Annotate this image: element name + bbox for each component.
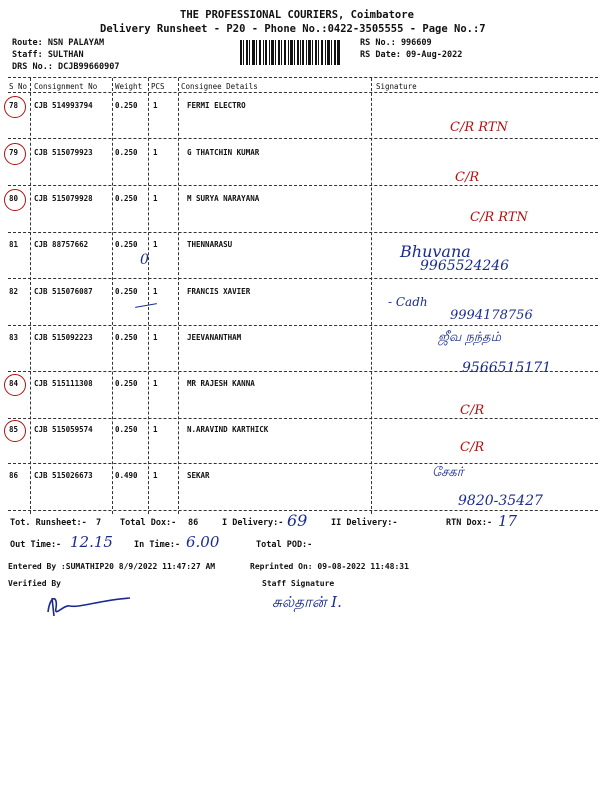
row-rule	[8, 278, 598, 279]
row-consignment: CJB 515111308	[34, 379, 93, 388]
row-pcs: 1	[153, 148, 158, 157]
col-separator	[30, 78, 31, 514]
row-consignment: CJB 515076087	[34, 287, 93, 296]
route: Route: NSN PALAYAM	[12, 38, 105, 48]
row-pcs: 1	[153, 240, 158, 249]
row-weight: 0.250	[115, 379, 138, 388]
reprinted-on: Reprinted On: 09-08-2022 11:48:31	[250, 562, 409, 571]
rs-number: RS No.: 996609	[360, 38, 432, 48]
row-consignment: CJB 515079923	[34, 148, 93, 157]
row-sno: 84	[9, 379, 19, 388]
doc-subtitle: Delivery Runsheet - P20 - Phone No.:0422-3505555 - Page No.:7	[100, 23, 486, 35]
row-consignment: CJB 515026673	[34, 471, 93, 480]
row-sno: 85	[9, 425, 19, 434]
row-consignee: MR RAJESH KANNA	[187, 379, 255, 388]
row-pcs: 1	[153, 425, 158, 434]
red-circle-mark	[4, 420, 26, 442]
row-pcs: 1	[153, 101, 158, 110]
row-consignee: M SURYA NARAYANA	[187, 194, 260, 203]
row-sno: 82	[9, 287, 19, 296]
col-sno-header: S No	[9, 82, 28, 91]
header-bottom-rule	[8, 92, 598, 93]
col-signature-header: Signature	[376, 82, 417, 91]
row-weight: 0.250	[115, 333, 138, 342]
row-rule	[8, 232, 598, 233]
out-time-label: Out Time:-	[10, 540, 62, 550]
row-consignment: CJB 515059574	[34, 425, 93, 434]
rtn-dox-handwritten: 17	[498, 512, 518, 530]
handwritten-phone: 9994178756	[450, 308, 533, 323]
col-separator	[178, 78, 179, 514]
rs-date: RS Date: 09-Aug-2022	[360, 50, 463, 60]
row-weight: 0.250	[115, 194, 138, 203]
entered-by: Entered By :SUMATHIP20 8/9/2022 11:47:27 AM	[8, 562, 216, 571]
handwritten-mark: C/R RTN	[450, 120, 508, 135]
handwritten-mark: C/R	[460, 440, 485, 455]
row-sno: 83	[9, 333, 19, 342]
row-consignee: FERMI ELECTRO	[187, 101, 246, 110]
row-rule	[8, 325, 598, 326]
total-pod-label: Total POD:-	[256, 540, 313, 550]
in-time-handwritten: 6.00	[186, 533, 220, 551]
red-circle-mark	[4, 374, 26, 396]
red-circle-mark	[4, 189, 26, 211]
handwritten-phone: 9820-35427	[458, 493, 543, 509]
i-delivery-label: I Delivery:-	[222, 518, 284, 528]
in-time-label: In Time:-	[134, 540, 181, 550]
handwritten-signature: ஜீவ நந்தம்	[438, 330, 502, 345]
handwritten-signature: Bhuvana	[400, 242, 471, 261]
row-consignee: N.ARAVIND KARTHICK	[187, 425, 269, 434]
row-pcs: 1	[153, 379, 158, 388]
handwritten-phone: 9965524246	[420, 258, 510, 274]
row-sno: 79	[9, 148, 19, 157]
row-weight: 0.250	[115, 101, 138, 110]
red-circle-mark	[4, 143, 26, 165]
row-consignment: CJB 88757662	[34, 240, 89, 249]
row-weight: 0.250	[115, 240, 138, 249]
row-consignment: CJB 514993794	[34, 101, 93, 110]
col-consignment-header: Consignment No	[34, 82, 98, 91]
row-rule	[8, 185, 598, 186]
tot-runsheet-value: 7	[96, 518, 102, 528]
handwritten-mark: C/R RTN	[470, 210, 528, 225]
row-sno: 78	[9, 101, 19, 110]
row-rule	[8, 138, 598, 139]
row-weight: 0.250	[115, 148, 138, 157]
handwritten-signature: - Cadh	[388, 295, 428, 309]
header-top-rule	[8, 77, 598, 78]
staff: Staff: SULTHAN	[12, 50, 84, 60]
handwritten-mark: 0	[140, 252, 149, 268]
handwritten-mark: C/R	[455, 170, 480, 185]
row-pcs: 1	[153, 471, 158, 480]
col-weight-header: Weight	[115, 82, 143, 91]
col-consignee-header: Consignee Details	[181, 82, 258, 91]
tot-runsheet-label: Tot. Runsheet:-	[10, 518, 87, 528]
handwritten-dash	[135, 303, 157, 308]
drs-number: DRS No.: DCJB99660907	[12, 62, 120, 72]
row-weight: 0.490	[115, 471, 138, 480]
handwritten-signature: சேகர்	[432, 465, 464, 480]
handwritten-mark: C/R	[460, 403, 485, 418]
col-separator	[148, 78, 149, 514]
row-pcs: 1	[153, 333, 158, 342]
total-dox-value: 86	[188, 518, 199, 528]
row-consignee: THENNARASU	[187, 240, 233, 249]
col-separator	[112, 78, 113, 514]
verified-by-label: Verified By	[8, 579, 61, 588]
ii-delivery-label: II Delivery:-	[331, 518, 398, 528]
staff-signature-handwritten: சுல்தான் I.	[272, 593, 342, 611]
row-sno: 80	[9, 194, 19, 203]
staff-signature-label: Staff Signature	[262, 579, 335, 588]
rtn-dox-label: RTN Dox:-	[446, 518, 493, 528]
red-circle-mark	[4, 96, 26, 118]
total-dox-label: Total Dox:-	[120, 518, 177, 528]
row-consignee: FRANCIS XAVIER	[187, 287, 251, 296]
row-consignment: CJB 515092223	[34, 333, 93, 342]
col-separator	[371, 78, 372, 514]
row-consignee: G THATCHIN KUMAR	[187, 148, 260, 157]
handwritten-phone: 9566515171	[462, 360, 552, 376]
verified-signature	[40, 590, 140, 620]
row-consignee: JEEVANANTHAM	[187, 333, 242, 342]
col-pcs-header: PCS	[151, 82, 165, 91]
barcode	[240, 40, 340, 65]
row-consignment: CJB 515079928	[34, 194, 93, 203]
row-rule	[8, 463, 598, 464]
row-pcs: 1	[153, 287, 158, 296]
row-rule	[8, 418, 598, 419]
row-pcs: 1	[153, 194, 158, 203]
out-time-handwritten: 12.15	[70, 533, 113, 551]
row-weight: 0.250	[115, 287, 138, 296]
row-consignee: SEKAR	[187, 471, 210, 480]
row-sno: 81	[9, 240, 19, 249]
row-weight: 0.250	[115, 425, 138, 434]
row-sno: 86	[9, 471, 19, 480]
doc-title: THE PROFESSIONAL COURIERS, Coimbatore	[180, 9, 414, 21]
i-delivery-handwritten: 69	[287, 511, 308, 530]
